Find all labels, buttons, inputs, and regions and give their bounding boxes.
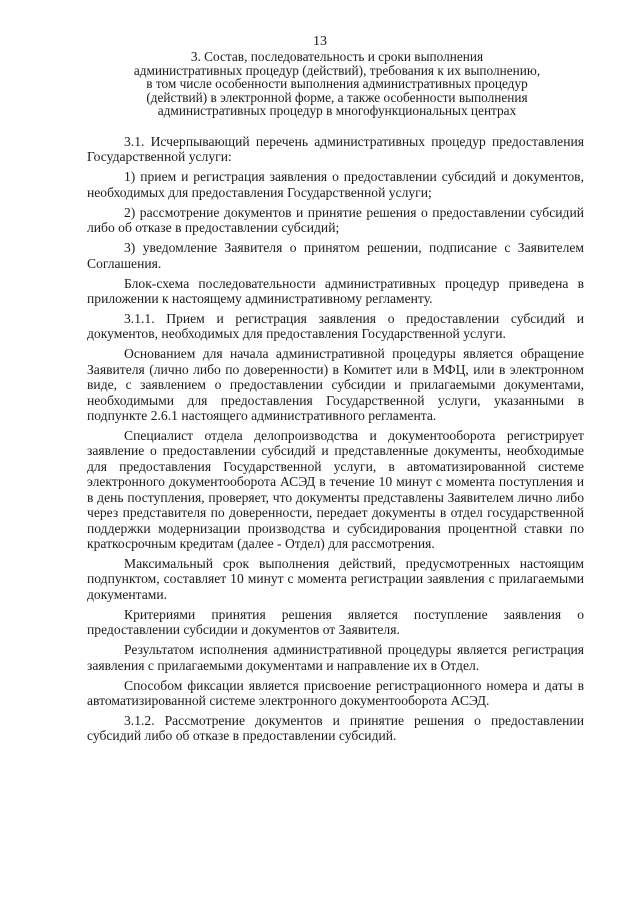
section-title-line: административных процедур в многофункциональных центрах xyxy=(157,103,517,119)
paragraph-flowchart: Блок-схема последовательности административных процедур приведена в приложении к настоящему административному регламенту. xyxy=(87,275,584,307)
list-item-1: 1) прием и регистрация заявления о предоставлении субсидий и документов, необходимых для предоставления Государственной услуги; xyxy=(87,169,584,200)
paragraph-fixation: Способом фиксации является присвоение регистрационного номера и даты в автоматизированной системе электронного документооборота АСЭД. xyxy=(87,677,584,708)
paragraph-criteria: Критериями принятия решения является поступление заявления о предоставлении субсидии и документов от Заявителя. xyxy=(87,606,584,638)
paragraph-specialist: Специалист отдела делопроизводства и документооборота регистрирует заявление о предоставлении субсидий и представленные документы, необходимые для предоставления Государственной услуги, в автоматизированной системе электронного документооборота АСЭД в течение 10 минут с момента поступления и в день поступления, проверяет, что документы представлены Заявителем лично либо через представителя по доверенности, передает документы в отдел государственной поддержки модернизации производства и субсидирования процентной ставки по краткосрочным кредитам (далее - Отдел) для рассмотрения. xyxy=(87,428,584,551)
paragraph-result: Результатом исполнения административной процедуры является регистрация заявления с прилагаемыми документами и направление их в Отдел. xyxy=(87,642,584,673)
section-title-line: (действий) в электронной форме, а также особенности выполнения xyxy=(146,89,528,105)
list-item-3: 3) уведомление Заявителя о принятом решении, подписание с Заявителем Соглашения. xyxy=(87,240,584,271)
page-number: 13 xyxy=(313,34,327,49)
section-title-line: административных процедур (действий), требования к их выполнению, xyxy=(133,62,541,78)
paragraph-3-1-2: 3.1.2. Рассмотрение документов и принятие решения о предоставлении субсидий либо об отказе в предоставлении субсидий. xyxy=(87,712,584,744)
document-body xyxy=(87,134,584,748)
section-title xyxy=(96,50,578,118)
paragraph-3-1-1: 3.1.1. Прием и регистрация заявления о предоставлении субсидий и документов, необходимых для предоставления Государственной услуги. xyxy=(87,311,584,342)
paragraph-basis: Основанием для начала административной процедуры является обращение Заявителя (лично либо по доверенности) в Комитет или в МФЦ, или в электронном виде, с заявлением о предоставлении субсидии и прилагаемыми документами, необходимыми для предоставления Государственной услуги, указанными в подпункте 2.6.1 настоящего административного регламента. xyxy=(87,346,584,424)
section-title-line: 3. Состав, последовательность и сроки выполнения xyxy=(190,49,484,64)
paragraph-3-1: 3.1. Исчерпывающий перечень административных процедур предоставления Государственной услуги: xyxy=(87,134,584,165)
section-title-line: в том числе особенности выполнения административных процедур xyxy=(146,76,528,92)
paragraph-max-term: Максимальный срок выполнения действий, предусмотренных настоящим подпунктом, составляет 10 минут с момента регистрации заявления с прилагаемыми документами. xyxy=(87,555,584,602)
list-item-2: 2) рассмотрение документов и принятие решения о предоставлении субсидий либо об отказе в предоставлении субсидий; xyxy=(87,204,584,236)
